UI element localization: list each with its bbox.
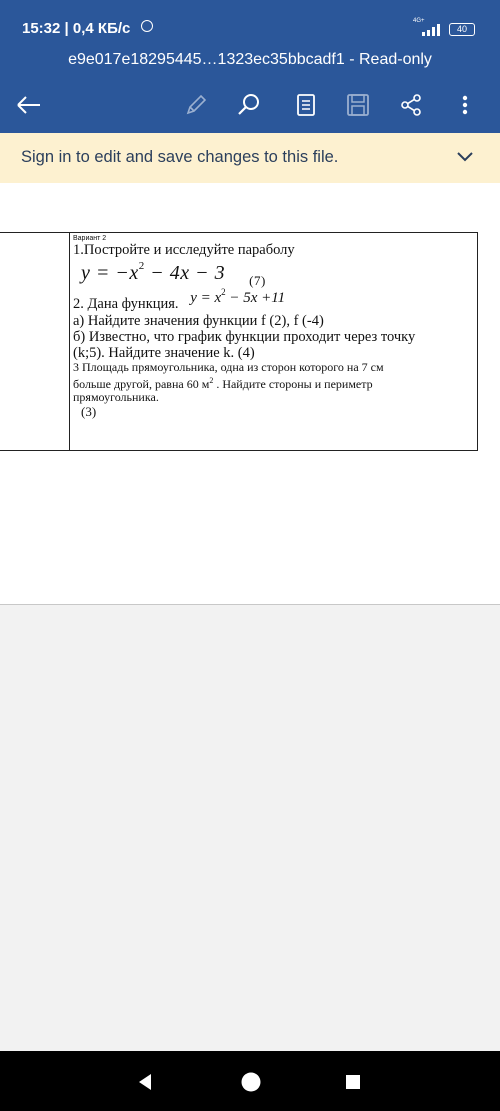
pencil-icon [184, 93, 208, 117]
recents-square-icon [345, 1074, 361, 1090]
task-3-area-power: 2 [209, 376, 214, 385]
formula-1 [81, 262, 477, 288]
variant-label: Вариант 2 [73, 235, 107, 242]
back-triangle-icon [137, 1073, 153, 1091]
formula-2 [190, 287, 286, 306]
task-3-text-2 [73, 374, 477, 391]
task-2b-text-1: б) Известно, что график функции проходит через точку [73, 329, 416, 345]
save-icon [346, 93, 370, 117]
navigation-bar [0, 1051, 500, 1111]
formula-1-rhs: − 4x − 3 [144, 262, 226, 284]
share-button[interactable] [392, 86, 430, 124]
document-page[interactable] [0, 183, 500, 605]
task-1-points: (7) [249, 273, 266, 288]
save-button[interactable] [339, 86, 377, 124]
network-indicator: 4G+ [413, 18, 425, 24]
edit-button[interactable] [177, 86, 215, 124]
nav-back-button[interactable] [133, 1070, 157, 1094]
toolbar [0, 78, 500, 133]
formula-1-power: 2 [138, 260, 145, 272]
task-2a-text: а) Найдите значения функции f (2), f (-4) [73, 313, 324, 329]
formula-2-rhs: − 5x +11 [225, 290, 286, 306]
banner-text: Sign in to edit and save changes to this file. [21, 148, 339, 166]
document-table [0, 232, 478, 451]
sign-in-banner[interactable] [0, 133, 500, 183]
task-2-text: 2. Дана функция. [73, 296, 179, 312]
table-cell-content [73, 235, 477, 420]
alarm-icon [141, 20, 153, 32]
task-2-line [73, 287, 477, 313]
signal-icon [421, 24, 441, 36]
task-3-points: (3) [81, 404, 97, 419]
back-button[interactable] [10, 86, 48, 124]
table-column-divider [69, 233, 70, 450]
formula-2-power: 2 [221, 287, 226, 297]
home-circle-icon [240, 1071, 262, 1093]
formula-1-lhs: y = −x [81, 262, 139, 284]
reading-view-button[interactable] [287, 86, 325, 124]
task-3-question: . Найдите стороны и периметр [213, 377, 373, 391]
status-time: 15:32 | 0,4 КБ/с [22, 20, 131, 37]
reading-view-icon [296, 93, 316, 117]
task-3-area: больше другой, равна 60 м [73, 377, 210, 391]
task-2b-text-2: (k;5). Найдите значение k. (4) [73, 345, 255, 361]
nav-home-button[interactable] [239, 1070, 263, 1094]
back-arrow-icon [16, 95, 42, 115]
chevron-down-icon[interactable] [455, 150, 475, 164]
more-button[interactable] [446, 86, 484, 124]
task-1-text: 1.Постройте и исследуйте параболу [73, 242, 295, 258]
more-icon [461, 93, 469, 117]
share-icon [399, 93, 423, 117]
nav-recents-button[interactable] [341, 1070, 365, 1094]
task-3-text-1: 3 Площадь прямоугольника, одна из сторон которого на 7 см [73, 360, 384, 374]
search-icon [236, 92, 262, 118]
document-title: e9e017e18295445…1323ec35bbcadf1 - Read-only [0, 42, 500, 78]
task-3-text-3: прямоугольника. [73, 390, 159, 404]
status-bar [0, 0, 500, 42]
search-button[interactable] [230, 86, 268, 124]
battery-icon: 40 [449, 23, 475, 36]
formula-2-lhs: y = x [190, 290, 222, 306]
